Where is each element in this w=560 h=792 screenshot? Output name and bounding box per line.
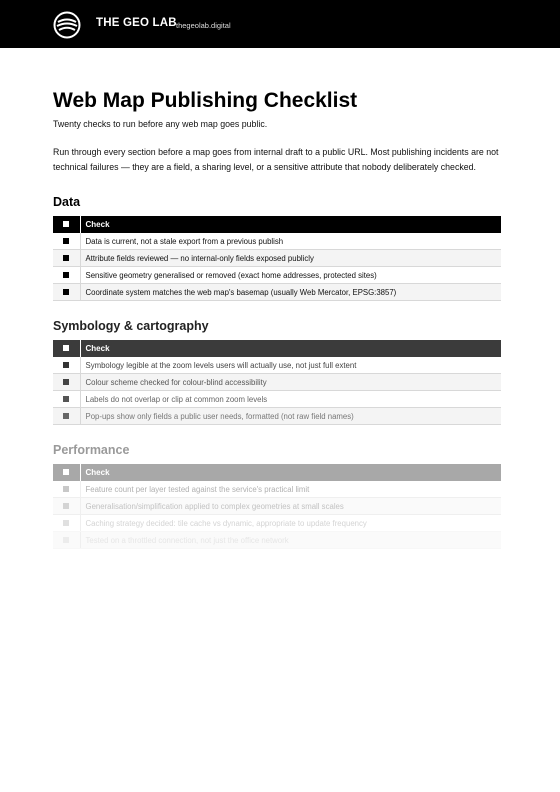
checkbox-cell[interactable] (53, 267, 80, 284)
checkbox-icon[interactable] (63, 379, 69, 385)
section-heading: Data (53, 195, 81, 209)
checklist-table (53, 464, 501, 549)
check-text: Generalisation/simplification applied to complex geometries at small scales (80, 498, 501, 515)
page-subtitle: Twenty checks to run before any web map goes public. (53, 119, 268, 129)
checklist-table (53, 340, 501, 425)
checkbox-cell[interactable] (53, 250, 80, 267)
checklist-table (53, 216, 501, 301)
checkbox-icon[interactable] (63, 238, 69, 244)
checkbox-cell[interactable] (53, 357, 80, 374)
table-header-row (53, 340, 501, 357)
check-text: Symbology legible at the zoom levels users will actually use, not just full extent (80, 357, 501, 374)
check-text: Labels do not overlap or clip at common zoom levels (80, 391, 501, 408)
table-row (53, 532, 501, 549)
checkbox-cell[interactable] (53, 532, 80, 549)
checkbox-icon[interactable] (63, 272, 69, 278)
check-text: Colour scheme checked for colour-blind accessibility (80, 374, 501, 391)
table-row (53, 357, 501, 374)
brand-name: THE GEO LAB (96, 17, 177, 29)
checkbox-cell[interactable] (53, 284, 80, 301)
table-row (53, 515, 501, 532)
checkbox-cell[interactable] (53, 374, 80, 391)
header-checkbox-cell (53, 464, 80, 481)
check-text: Sensitive geometry generalised or removed (exact home addresses, protected sites) (80, 267, 501, 284)
checkbox-icon[interactable] (63, 486, 69, 492)
checkbox-icon[interactable] (63, 362, 69, 368)
checkbox-icon[interactable] (63, 396, 69, 402)
table-header-row (53, 216, 501, 233)
section-data (53, 195, 501, 301)
checkbox-icon[interactable] (63, 255, 69, 261)
header-checkbox-cell (53, 216, 80, 233)
check-text: Tested on a throttled connection, not just the office network (80, 532, 501, 549)
checkbox-icon (63, 345, 69, 351)
checkbox-icon[interactable] (63, 413, 69, 419)
check-text: Caching strategy decided: tile cache vs dynamic, appropriate to update frequency (80, 515, 501, 532)
checkbox-cell[interactable] (53, 481, 80, 498)
checkbox-icon (63, 469, 69, 475)
table-row (53, 408, 501, 425)
table-row (53, 374, 501, 391)
table-row (53, 284, 501, 301)
column-header-check: Check (80, 340, 501, 357)
table-row (53, 267, 501, 284)
top-header-bar (0, 0, 560, 48)
table-row (53, 481, 501, 498)
section-performance (53, 443, 501, 549)
table-row (53, 250, 501, 267)
check-text: Attribute fields reviewed — no internal-only fields exposed publicly (80, 250, 501, 267)
section-heading: Performance (53, 443, 130, 457)
checkbox-icon[interactable] (63, 289, 69, 295)
check-text: Feature count per layer tested against the service's practical limit (80, 481, 501, 498)
checkbox-cell[interactable] (53, 408, 80, 425)
table-row (53, 391, 501, 408)
section-symbology (53, 319, 501, 425)
checkbox-icon[interactable] (63, 537, 69, 543)
intro-paragraph: Run through every section before a map goes from internal draft to a public URL. Most publishing incidents are not technical failures — they are a field, a sharing level, or a sensitive attribute that nobody deliberately checked. (53, 147, 499, 172)
section-heading: Symbology & cartography (53, 319, 209, 333)
checkbox-cell[interactable] (53, 233, 80, 250)
checkbox-cell[interactable] (53, 498, 80, 515)
site-url: thegeolab.digital (176, 21, 231, 30)
globe-wave-icon (53, 11, 81, 39)
checkbox-icon (63, 221, 69, 227)
checkbox-cell[interactable] (53, 391, 80, 408)
column-header-check: Check (80, 464, 501, 481)
column-header-check: Check (80, 216, 501, 233)
header-checkbox-cell (53, 340, 80, 357)
table-row (53, 498, 501, 515)
check-text: Data is current, not a stale export from a previous publish (80, 233, 501, 250)
page-title: Web Map Publishing Checklist (53, 89, 358, 112)
check-text: Coordinate system matches the web map's basemap (usually Web Mercator, EPSG:3857) (80, 284, 501, 301)
table-header-row (53, 464, 501, 481)
check-text: Pop-ups show only fields a public user needs, formatted (not raw field names) (80, 408, 501, 425)
checkbox-icon[interactable] (63, 503, 69, 509)
checkbox-cell[interactable] (53, 515, 80, 532)
table-row (53, 233, 501, 250)
checkbox-icon[interactable] (63, 520, 69, 526)
